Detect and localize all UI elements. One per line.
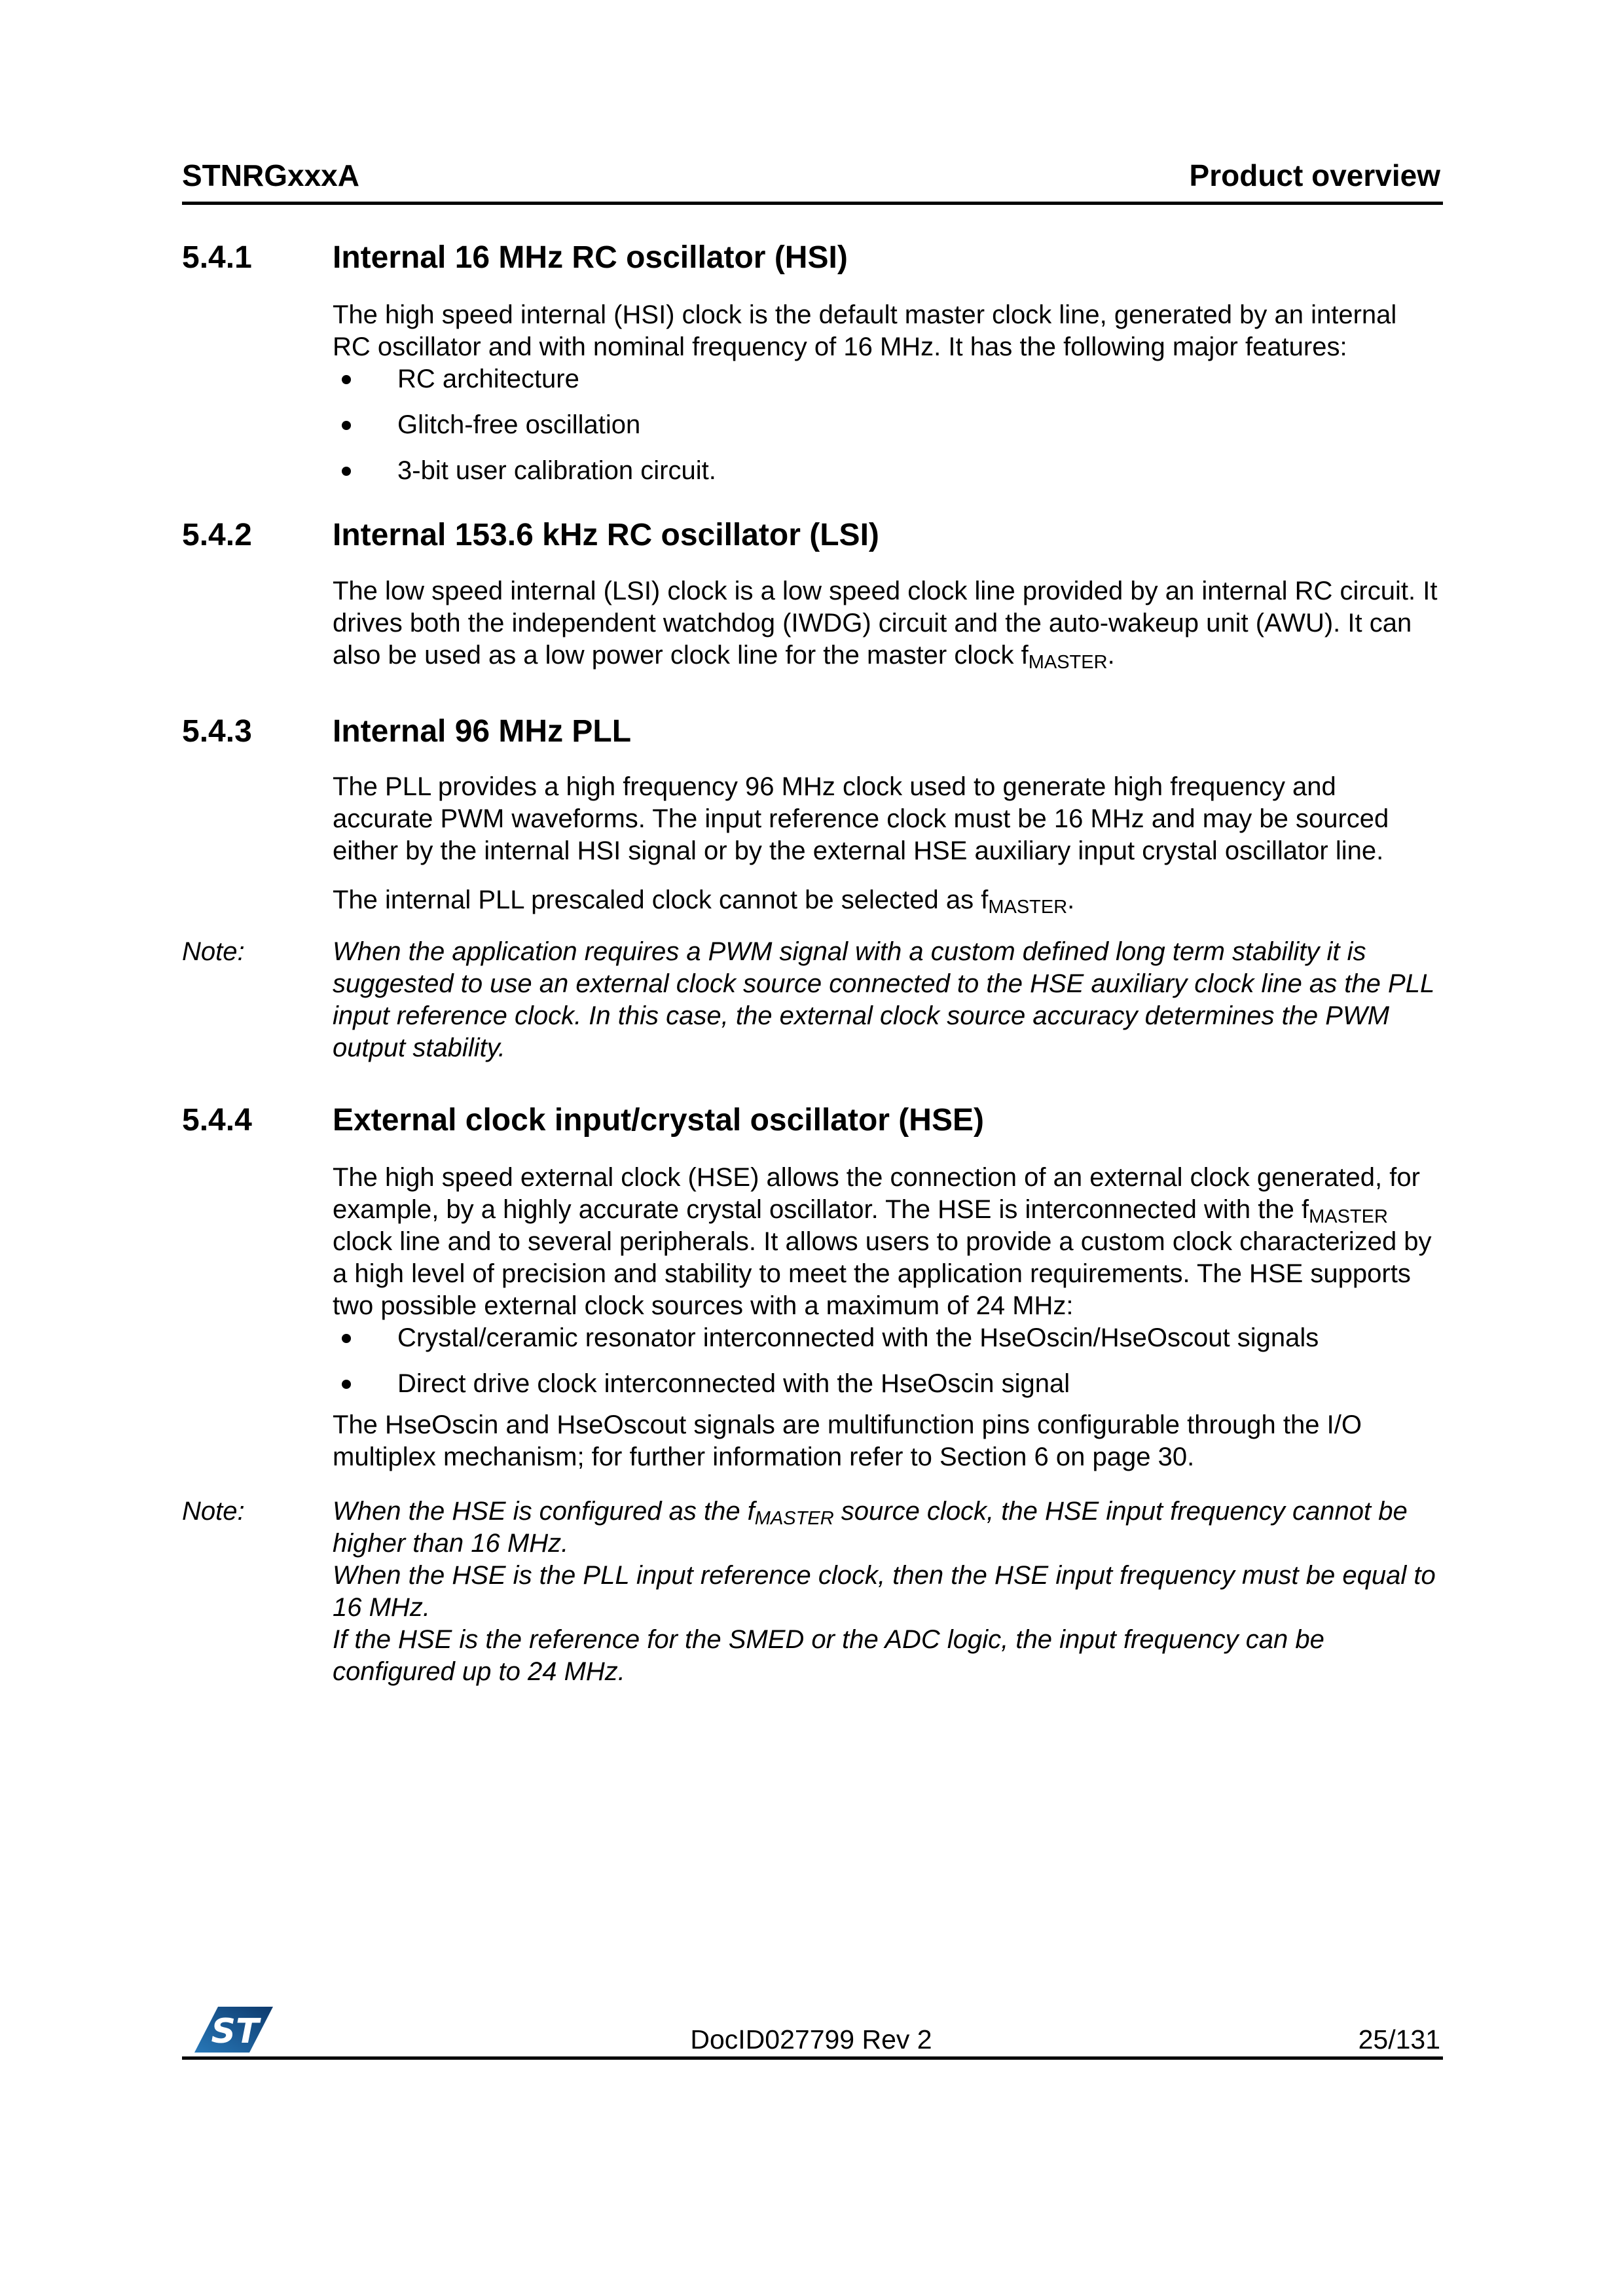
footer-doc-id: DocID027799 Rev 2 xyxy=(690,2024,932,2054)
section-5-4-1-body xyxy=(182,299,1440,487)
header-device-name: STNRGxxxA xyxy=(182,158,359,192)
section-5-4-3-note xyxy=(182,936,1440,1064)
section-number: 5.4.2 xyxy=(182,518,252,552)
section-5-4-2-body xyxy=(182,575,1440,672)
subscript-master: MASTER xyxy=(988,897,1068,918)
list-item: Glitch-free oscillation xyxy=(333,409,1440,441)
paragraph: The PLL provides a high frequency 96 MHz clock used to generate high frequency and accurate PWM waveforms. The input reference clock must be 16 MHz and may be sourced either by the internal HSI signal or by the external HSE auxiliary input crystal oscillator line. xyxy=(333,772,1389,865)
section-title: External clock input/crystal oscillator (HSE) xyxy=(333,1103,984,1138)
paragraph: The high speed internal (HSI) clock is the default master clock line, generated by an internal RC oscillator and with nominal frequency of 16 MHz. It has the following major features: xyxy=(333,300,1397,361)
note-paragraph: When the HSE is configured as the $f_{MASTER}$ source clock, the HSE input frequency cannot be higher than 16 MHz. xyxy=(333,1497,1408,1558)
list-item: Direct drive clock interconnected with the HseOscin signal xyxy=(333,1368,1440,1400)
section-5-4-4-body xyxy=(182,1162,1440,1473)
subscript-master: MASTER xyxy=(1028,652,1108,673)
section-title: Internal 96 MHz PLL xyxy=(333,714,632,749)
list-item: RC architecture xyxy=(333,363,1440,395)
section-5-4-4-heading xyxy=(182,1102,1440,1139)
page-header xyxy=(182,158,1440,192)
section-5-4-4-note xyxy=(182,1496,1440,1688)
page-content xyxy=(182,239,1440,1688)
paragraph: The low speed internal (LSI) clock is a low speed clock line provided by an internal RC circuit. It drives both the independent watchdog (IWDG) circuit and the auto-wakeup unit (AWU). It can also be used as a low power clock line for the master clock $f_{MASTER}$. xyxy=(333,577,1438,673)
section-title: Internal 153.6 kHz RC oscillator (LSI) xyxy=(333,518,879,552)
footer-rule xyxy=(182,2056,1443,2060)
section-number: 5.4.1 xyxy=(182,240,252,275)
note-label: Note: xyxy=(182,1497,245,1526)
note-label: Note: xyxy=(182,937,245,966)
section-number: 5.4.3 xyxy=(182,714,252,749)
header-chapter-title: Product overview xyxy=(1189,158,1440,192)
footer-page-number: 25/131 xyxy=(1358,2024,1440,2054)
note-paragraph: When the HSE is the PLL input reference clock, then the HSE input frequency must be equal to 16 MHz. xyxy=(333,1561,1436,1622)
paragraph: The HseOscin and HseOscout signals are multifunction pins configurable through the I/O multiplex mechanism; for further information refer to Section 6 on page 30. xyxy=(333,1410,1362,1471)
section-5-4-2-heading xyxy=(182,516,1440,554)
section-number: 5.4.4 xyxy=(182,1103,252,1138)
clock-source-list xyxy=(333,1322,1440,1400)
section-title: Internal 16 MHz RC oscillator (HSI) xyxy=(333,240,848,275)
paragraph: The internal PLL prescaled clock cannot be selected as $f_{MASTER}$. xyxy=(333,886,1075,918)
feature-list xyxy=(333,363,1440,487)
subscript-master: MASTER xyxy=(1309,1206,1388,1227)
header-rule xyxy=(182,202,1443,205)
section-5-4-1-heading xyxy=(182,239,1440,277)
section-5-4-3-body xyxy=(182,771,1440,916)
list-item: Crystal/ceramic resonator interconnected with the HseOscin/HseOscout signals xyxy=(333,1322,1440,1354)
note-paragraph: If the HSE is the reference for the SMED or the ADC logic, the input frequency can be configured up to 24 MHz. xyxy=(333,1625,1324,1686)
section-5-4-3-heading xyxy=(182,713,1440,751)
st-logo-letters: ST xyxy=(211,2012,259,2051)
note-paragraph: When the application requires a PWM signal with a custom defined long term stability it is suggested to use an external clock source connected to the HSE auxiliary clock line as the PLL input reference clock. In this case, the external clock source accuracy determines the PWM output stability. xyxy=(333,937,1434,1062)
list-item: 3-bit user calibration circuit. xyxy=(333,455,1440,487)
subscript-master: MASTER xyxy=(754,1508,834,1529)
paragraph: The high speed external clock (HSE) allows the connection of an external clock generated, for example, by a highly accurate crystal oscillator. The HSE is interconnected with the $f_{MASTER}$ clock line and to several peripherals. It allows users to provide a custom clock characterized by a high level of precision and stability to meet the application requirements. The HSE supports two possible external clock sources with a maximum of 24 MHz: xyxy=(333,1163,1432,1320)
